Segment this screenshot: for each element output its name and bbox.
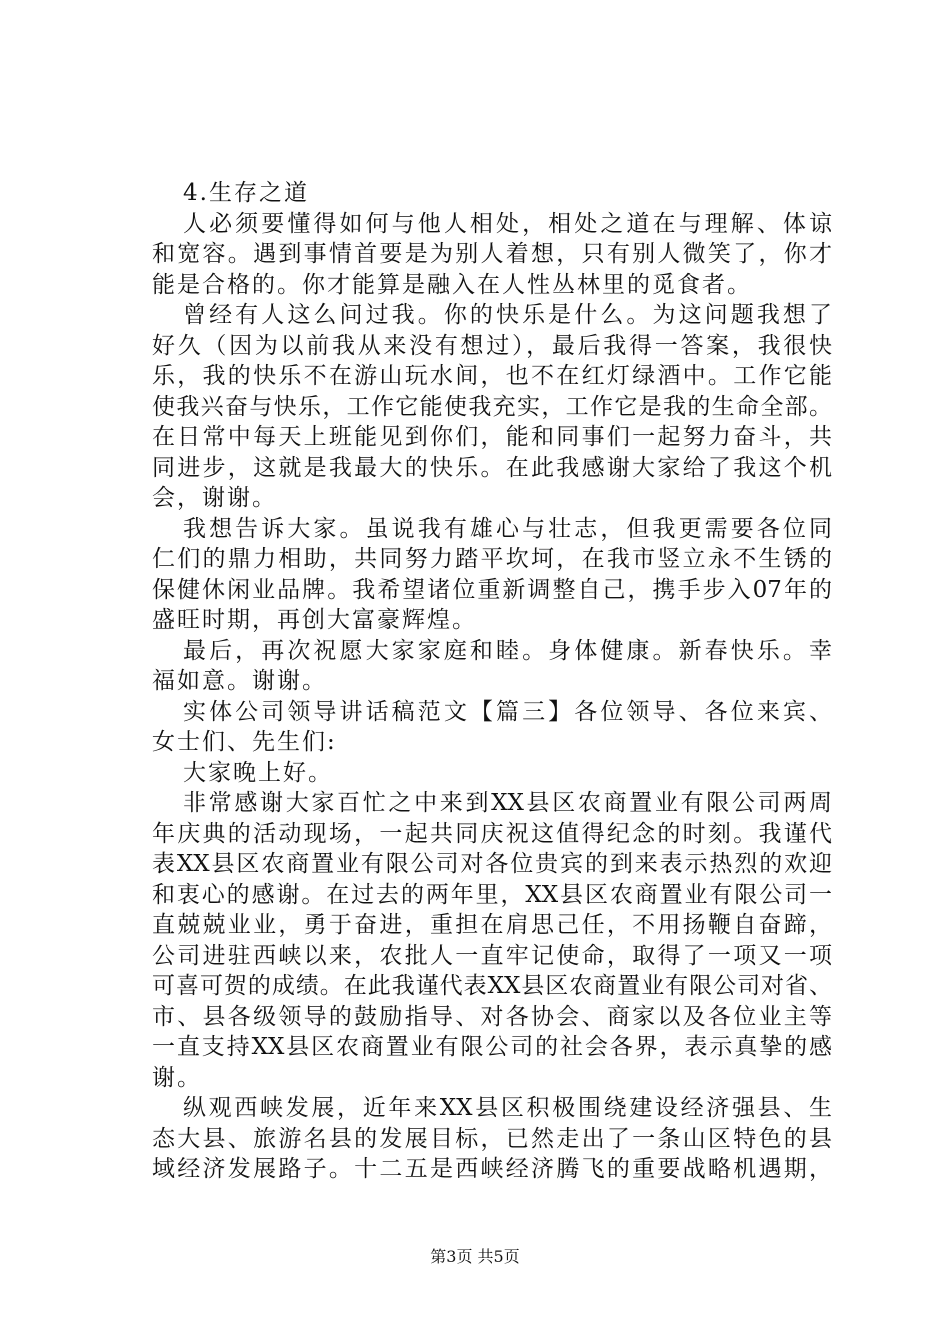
text-line: 直兢兢业业，勇于奋进，重担在肩思己任，不用扬鞭自奋蹄， xyxy=(152,912,832,938)
text-line: 仁们的鼎力相助，共同努力踏平坎坷，在我市竖立永不生锈的 xyxy=(152,546,832,572)
text-line: 表XX县区农商置业有限公司对各位贵宾的到来表示热烈的欢迎 xyxy=(152,851,832,877)
text-line: 福如意。谢谢。 xyxy=(152,668,327,694)
text-line: 曾经有人这么问过我。你的快乐是什么。为这问题我想了 xyxy=(183,302,832,328)
text-line: 公司进驻西峡以来，农批人一直牢记使命，取得了一项又一项 xyxy=(152,942,832,969)
text-line: 会，谢谢。 xyxy=(152,485,277,511)
text-line: 盛旺时期，再创大富豪辉煌。 xyxy=(152,607,477,633)
text-line: 在日常中每天上班能见到你们，能和同事们一起努力奋斗，共 xyxy=(152,424,832,450)
text-line: 市、县各级领导的鼓励指导、对各协会、商家以及各位业主等 xyxy=(152,1003,832,1030)
text-line: 保健休闲业品牌。我希望诸位重新调整自己，携手步入07年的 xyxy=(152,576,832,603)
text-line: 人必须要懂得如何与他人相处，相处之道在与理解、体谅 xyxy=(183,210,832,237)
text-line: 一直支持XX县区农商置业有限公司的社会各界，表示真挚的感 xyxy=(152,1034,832,1060)
document-body xyxy=(152,178,832,1185)
text-line: 大家晚上好。 xyxy=(183,759,333,786)
text-line: 和衷心的感谢。在过去的两年里，XX县区农商置业有限公司一 xyxy=(152,881,832,908)
text-line: 实体公司领导讲话稿范文【篇三】各位领导、各位来宾、 xyxy=(183,698,832,725)
text-line: 态大县、旅游名县的发展目标，已然走出了一条山区特色的县 xyxy=(152,1125,832,1152)
text-line: 4.生存之道 xyxy=(183,180,309,206)
text-line: 和宽容。遇到事情首要是为别人着想，只有别人微笑了，你才 xyxy=(152,241,832,267)
text-line: 我想告诉大家。虽说我有雄心与壮志，但我更需要各位同 xyxy=(183,515,832,542)
text-line: 好久（因为以前我从来没有想过），最后我得一答案，我很快 xyxy=(152,332,832,359)
text-line: 使我兴奋与快乐，工作它能使我充实，工作它是我的生命全部。 xyxy=(152,393,832,420)
text-line: 谢。 xyxy=(152,1064,202,1091)
text-line: 非常感谢大家百忙之中来到XX县区农商置业有限公司两周 xyxy=(183,790,832,816)
text-line: 女士们、先生们: xyxy=(152,729,337,755)
text-line: 年庆典的活动现场，一起共同庆祝这值得纪念的时刻。我谨代 xyxy=(152,820,832,847)
text-line: 可喜可贺的成绩。在此我谨代表XX县区农商置业有限公司对省、 xyxy=(152,973,832,999)
text-line: 乐，我的快乐不在游山玩水间，也不在红灯绿酒中。工作它能 xyxy=(152,363,832,389)
text-line: 同进步，这就是我最大的快乐。在此我感谢大家给了我这个机 xyxy=(152,454,832,481)
text-line: 最后，再次祝愿大家家庭和睦。身体健康。新春快乐。幸 xyxy=(183,637,832,664)
text-line: 纵观西峡发展，近年来XX县区积极围绕建设经济强县、生 xyxy=(183,1095,832,1121)
text-line: 域经济发展路子。十二五是西峡经济腾飞的重要战略机遇期， xyxy=(152,1156,832,1182)
text-line: 能是合格的。你才能算是融入在人性丛林里的觅食者。 xyxy=(152,271,752,298)
page-footer: 第3页 共5页 xyxy=(430,1247,520,1266)
